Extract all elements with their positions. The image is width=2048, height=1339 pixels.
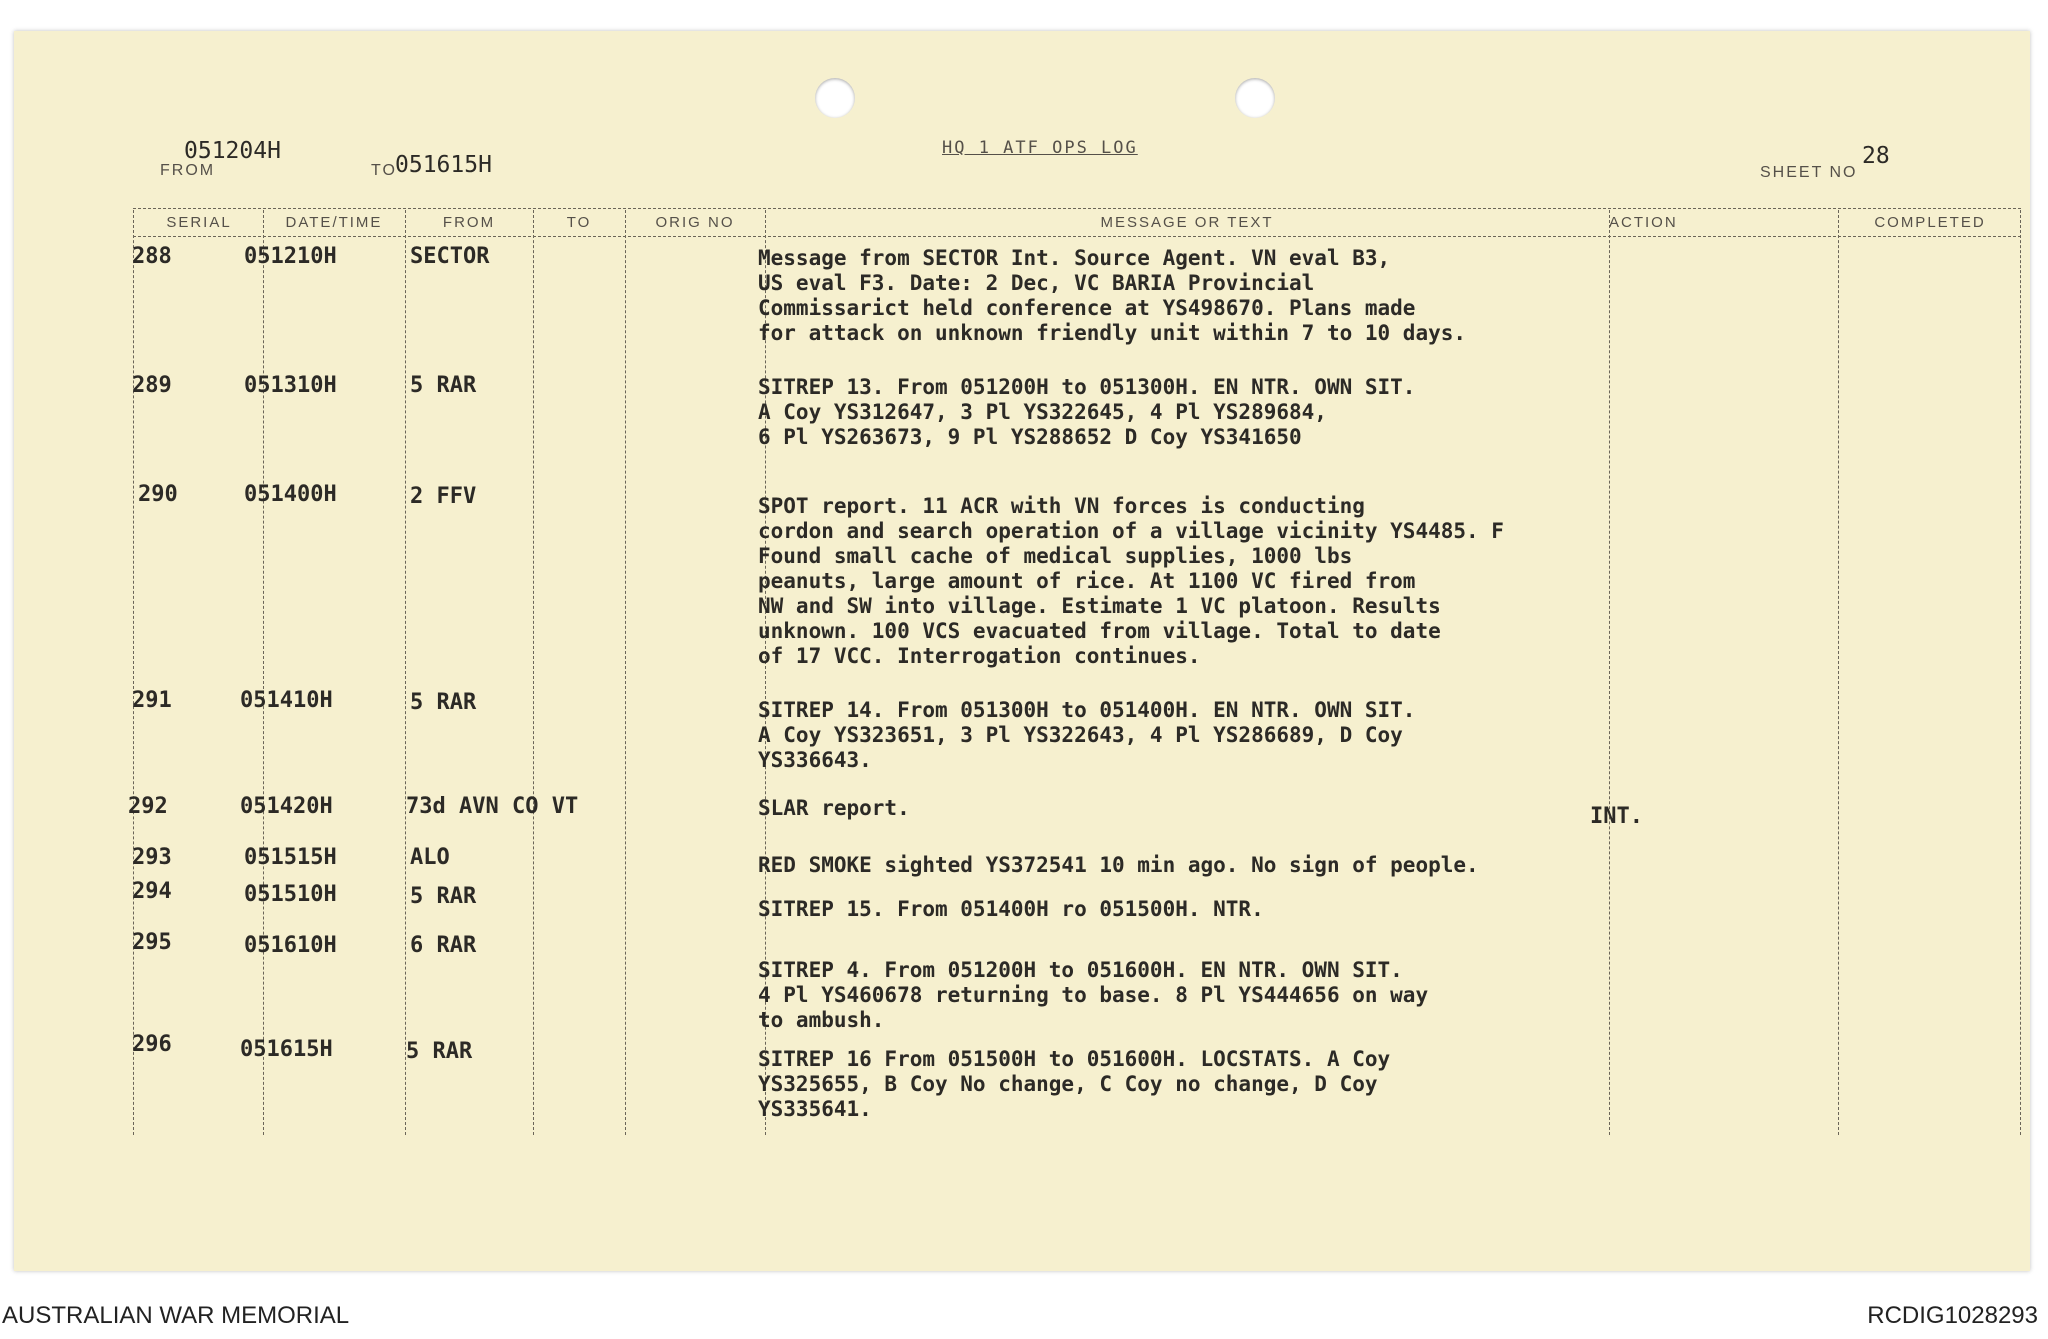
record-id: RCDIG1028293 [1867,1302,2038,1329]
message-line: peanuts, large amount of rice. At 1100 VC fired from [758,569,1416,593]
datetime-cell: 051610H [244,933,337,958]
datetime-cell: 051410H [240,688,333,713]
message-line: A Coy YS323651, 3 Pl YS322643, 4 Pl YS286689, D Coy [758,723,1403,747]
message-line: NW and SW into village. Estimate 1 VC platoon. Results [758,594,1441,618]
to-label: TO [371,162,397,179]
message-line: 4 Pl YS460678 returning to base. 8 Pl YS444656 on way [758,983,1429,1007]
from-label: FROM [160,162,216,179]
message-cell [758,897,1658,922]
from-cell: 5 RAR [410,884,477,909]
action-cell: INT. [1590,804,1643,829]
col-header-action: ACTION [1609,214,1678,231]
message-line: to ambush. [758,1008,885,1032]
message-cell [758,796,1658,821]
serial-cell: 294 [132,879,172,904]
column-divider [625,210,626,1135]
message-line: A Coy YS312647, 3 Pl YS322645, 4 Pl YS289684, [758,400,1327,424]
datetime-cell: 051515H [244,845,337,870]
message-line: US eval F3. Date: 2 Dec, VC BARIA Provincial [758,271,1315,295]
serial-cell: 293 [132,845,172,870]
datetime-cell: 051210H [244,244,337,269]
header-bottom-rule [133,236,2021,237]
from-cell: SECTOR [410,244,490,269]
datetime-cell: 051400H [244,482,337,507]
col-header-to: TO [566,214,592,231]
serial-cell: 289 [132,373,172,398]
col-header-from: FROM [442,214,496,231]
col-header-completed: COMPLETED [1874,214,1986,231]
datetime-cell: 051510H [244,882,337,907]
archive-credit: AUSTRALIAN WAR MEMORIAL [2,1302,350,1329]
message-cell [758,246,1658,346]
serial-cell: 290 [138,482,178,507]
sheet-number: 28 [1862,143,1890,169]
message-cell [758,494,1658,669]
punch-hole-right [1235,78,1275,118]
header-top-rule [133,208,2021,209]
from-value: 051204H [184,138,281,164]
column-divider [533,210,534,1135]
message-line: SITREP 4. From 051200H to 051600H. EN NTR. OWN SIT. [758,958,1403,982]
message-cell [758,375,1658,450]
message-line: for attack on unknown friendly unit within 7 to 10 days. [758,321,1467,345]
from-cell: 5 RAR [410,690,477,715]
from-cell: 5 RAR [410,373,477,398]
col-header-orig-no: ORIG NO [655,214,735,231]
message-cell [758,853,1658,878]
punch-hole-left [815,78,855,118]
column-divider [405,210,406,1135]
message-line: 6 Pl YS263673, 9 Pl YS288652 D Coy YS341650 [758,425,1302,449]
datetime-cell: 051420H [240,794,333,819]
message-line: unknown. 100 VCS evacuated from village. Total to date [758,619,1441,643]
message-cell [758,698,1658,773]
message-line: SITREP 16 From 051500H to 051600H. LOCSTATS. A Coy [758,1047,1391,1071]
message-line: SPOT report. 11 ACR with VN forces is conducting [758,494,1365,518]
message-line: YS335641. [758,1097,872,1121]
column-divider [2020,210,2021,1135]
log-title: HQ 1 ATF OPS LOG [942,138,1138,158]
message-line: of 17 VCC. Interrogation continues. [758,644,1201,668]
column-divider [263,210,264,1135]
from-cell: 5 RAR [406,1039,473,1064]
col-header-datetime: DATE/TIME [285,214,383,231]
message-line: RED SMOKE sighted YS372541 10 min ago. No sign of people. [758,853,1479,877]
serial-cell: 292 [128,794,168,819]
col-header-message: MESSAGE OR TEXT [1100,214,1274,231]
message-line: cordon and search operation of a village vicinity YS4485. F [758,519,1504,543]
datetime-cell: 051615H [240,1037,333,1062]
sheet-label: SHEET NO [1760,164,1858,181]
message-line: YS325655, B Coy No change, C Coy no change, D Coy [758,1072,1378,1096]
serial-cell: 291 [132,688,172,713]
message-line: YS336643. [758,748,872,772]
from-cell: ALO [410,845,450,870]
message-line: SITREP 13. From 051200H to 051300H. EN NTR. OWN SIT. [758,375,1416,399]
datetime-cell: 051310H [244,373,337,398]
from-cell: 6 RAR [410,933,477,958]
message-line: SITREP 15. From 051400H ro 051500H. NTR. [758,897,1264,921]
message-line: SLAR report. [758,796,910,820]
serial-cell: 295 [132,930,172,955]
column-divider [133,210,134,1135]
message-cell [758,1047,1658,1122]
serial-cell: 296 [132,1032,172,1057]
from-cell: 73d AVN CO VT [406,794,579,819]
from-cell: 2 FFV [410,484,477,509]
to-value: 051615H [395,152,492,178]
serial-cell: 288 [132,244,172,269]
col-header-serial: SERIAL [166,214,232,231]
message-line: Commissarict held conference at YS498670. Plans made [758,296,1416,320]
message-line: SITREP 14. From 051300H to 051400H. EN NTR. OWN SIT. [758,698,1416,722]
column-divider [1838,210,1839,1135]
message-line: Found small cache of medical supplies, 1000 lbs [758,544,1353,568]
message-cell [758,958,1658,1033]
message-line: Message from SECTOR Int. Source Agent. VN eval B3, [758,246,1391,270]
